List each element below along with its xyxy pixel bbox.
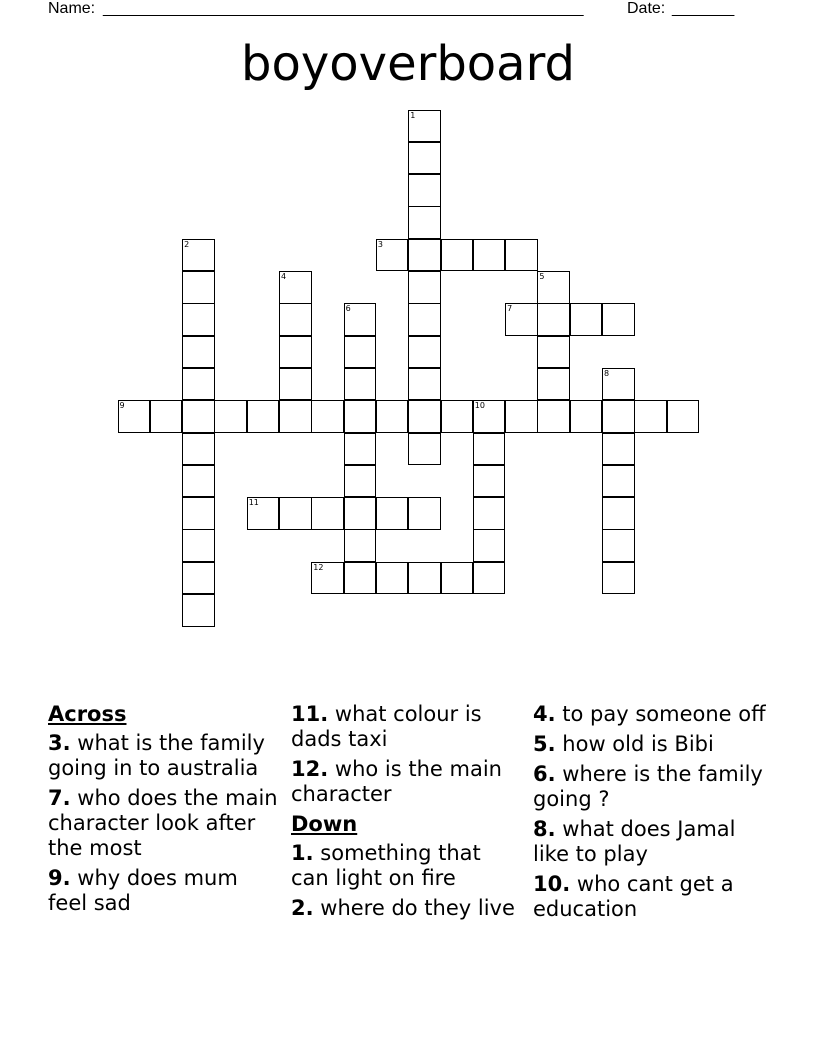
grid-cell[interactable] — [344, 303, 377, 336]
clue-text: where is the family going ? — [533, 762, 763, 811]
cell-number: 11 — [248, 498, 259, 508]
grid-cell[interactable] — [408, 433, 441, 466]
grid-cell[interactable] — [408, 206, 441, 239]
grid-cell[interactable] — [602, 433, 635, 466]
clue-across-3 — [48, 731, 280, 781]
grid-cell[interactable] — [537, 303, 570, 336]
down-heading: Down — [291, 812, 358, 836]
grid-cell[interactable] — [441, 239, 474, 272]
grid-cell[interactable] — [441, 400, 474, 433]
grid-cell[interactable] — [247, 400, 280, 433]
clue-number: 4. — [533, 702, 556, 726]
grid-cell[interactable] — [537, 400, 570, 433]
cell-number: 1 — [410, 110, 416, 120]
grid-cell[interactable] — [376, 562, 409, 595]
grid-cell[interactable] — [408, 271, 441, 304]
grid-cell[interactable] — [408, 303, 441, 336]
grid-cell[interactable] — [408, 174, 441, 207]
clue-text: who does the main character look after the most — [48, 786, 278, 860]
grid-cell[interactable] — [247, 497, 280, 530]
grid-cell[interactable] — [182, 433, 215, 466]
grid-cell[interactable] — [311, 497, 344, 530]
clue-number: 11. — [291, 702, 329, 726]
grid-cell[interactable] — [473, 465, 506, 498]
clue-down-10 — [533, 872, 773, 922]
clue-text: who cant get a education — [533, 872, 734, 921]
grid-cell[interactable] — [473, 400, 506, 433]
clue-number: 12. — [291, 757, 329, 781]
grid-cell[interactable] — [505, 400, 538, 433]
clue-text: what is the family going in to australia — [48, 731, 265, 780]
grid-cell[interactable] — [182, 271, 215, 304]
cell-number: 2 — [184, 239, 190, 249]
cell-number: 9 — [119, 401, 125, 411]
clues-column-3 — [533, 702, 773, 927]
grid-cell[interactable] — [311, 400, 344, 433]
grid-cell[interactable] — [182, 497, 215, 530]
grid-cell[interactable] — [408, 562, 441, 595]
grid-cell[interactable] — [408, 400, 441, 433]
cell-number: 7 — [507, 304, 513, 314]
grid-cell[interactable] — [602, 400, 635, 433]
grid-cell[interactable] — [214, 400, 247, 433]
grid-cell[interactable] — [279, 271, 312, 304]
grid-cell[interactable] — [408, 142, 441, 175]
grid-cell[interactable] — [537, 271, 570, 304]
grid-cell[interactable] — [634, 400, 667, 433]
grid-cell[interactable] — [667, 400, 700, 433]
clue-across-7 — [48, 786, 280, 861]
grid-cell[interactable] — [408, 368, 441, 401]
clue-down-1 — [291, 841, 523, 891]
grid-cell[interactable] — [279, 336, 312, 369]
grid-cell[interactable] — [376, 497, 409, 530]
grid-cell[interactable] — [602, 562, 635, 595]
grid-cell[interactable] — [182, 239, 215, 272]
grid-cell[interactable] — [150, 400, 183, 433]
grid-cell[interactable] — [408, 110, 441, 143]
grid-cell[interactable] — [344, 529, 377, 562]
grid-cell[interactable] — [537, 368, 570, 401]
clue-number: 10. — [533, 872, 571, 896]
grid-cell[interactable] — [182, 594, 215, 627]
clue-down-8 — [533, 817, 773, 867]
clues-column-2 — [291, 702, 523, 926]
clue-number: 2. — [291, 896, 314, 920]
clue-down-2 — [291, 896, 523, 921]
cell-number: 8 — [604, 368, 610, 378]
grid-cell[interactable] — [344, 562, 377, 595]
across-heading: Across — [48, 702, 127, 726]
clue-number: 1. — [291, 841, 314, 865]
grid-cell[interactable] — [182, 465, 215, 498]
grid-cell[interactable] — [344, 336, 377, 369]
grid-cell[interactable] — [602, 368, 635, 401]
grid-cell[interactable] — [602, 465, 635, 498]
grid-cell[interactable] — [408, 239, 441, 272]
grid-cell[interactable] — [182, 368, 215, 401]
clue-text: what colour is dads taxi — [291, 702, 482, 751]
grid-cell[interactable] — [441, 562, 474, 595]
grid-cell[interactable] — [570, 303, 603, 336]
clue-across-9 — [48, 866, 280, 916]
grid-cell[interactable] — [118, 400, 151, 433]
clue-text: how old is Bibi — [562, 732, 714, 756]
clues-column-1 — [48, 702, 280, 921]
grid-cell[interactable] — [344, 433, 377, 466]
clue-number: 8. — [533, 817, 556, 841]
grid-cell[interactable] — [279, 497, 312, 530]
grid-cell[interactable] — [473, 529, 506, 562]
grid-cell[interactable] — [505, 303, 538, 336]
grid-cell[interactable] — [376, 400, 409, 433]
grid-cell[interactable] — [505, 239, 538, 272]
cell-number: 3 — [377, 239, 383, 249]
grid-cell[interactable] — [602, 497, 635, 530]
grid-cell[interactable] — [182, 529, 215, 562]
clue-text: why does mum feel sad — [48, 866, 238, 915]
grid-cell[interactable] — [344, 497, 377, 530]
cell-number: 10 — [474, 401, 485, 411]
cell-number: 5 — [539, 272, 545, 281]
name-label: Name: — [48, 0, 96, 17]
grid-cell[interactable] — [473, 239, 506, 272]
grid-cell[interactable] — [602, 303, 635, 336]
clue-text: who is the main character — [291, 757, 502, 806]
clue-number: 3. — [48, 731, 71, 755]
grid-cell[interactable] — [344, 368, 377, 401]
grid-cell[interactable] — [344, 400, 377, 433]
cell-number: 12 — [313, 562, 324, 572]
grid-cell[interactable] — [182, 303, 215, 336]
cell-number: 6 — [345, 304, 351, 314]
grid-cell[interactable] — [279, 368, 312, 401]
clue-text: to pay someone off — [562, 702, 766, 726]
grid-cell[interactable] — [537, 336, 570, 369]
grid-cell[interactable] — [473, 562, 506, 595]
clue-text: where do they live — [320, 896, 515, 920]
grid-cell[interactable] — [408, 336, 441, 369]
grid-cell[interactable] — [182, 400, 215, 433]
cell-number: 4 — [281, 272, 287, 281]
grid-cell[interactable] — [182, 336, 215, 369]
grid-cell[interactable] — [570, 400, 603, 433]
clue-across-11 — [291, 702, 523, 752]
grid-cell[interactable] — [473, 433, 506, 466]
grid-cell[interactable] — [279, 400, 312, 433]
clue-down-6 — [533, 762, 773, 812]
clue-number: 6. — [533, 762, 556, 786]
clue-text: what does Jamal like to play — [533, 817, 736, 866]
grid-cell[interactable] — [602, 529, 635, 562]
date-field-line[interactable]: _______ — [672, 0, 735, 17]
date-label: Date: — [627, 0, 666, 17]
grid-cell[interactable] — [311, 562, 344, 595]
clue-across-12 — [291, 757, 523, 807]
clue-down-4 — [533, 702, 773, 727]
puzzle-title: boyoverboard — [241, 36, 575, 92]
grid-cell[interactable] — [473, 497, 506, 530]
clue-number: 5. — [533, 732, 556, 756]
clue-number: 9. — [48, 866, 71, 890]
clue-down-5 — [533, 732, 773, 757]
clue-number: 7. — [48, 786, 71, 810]
grid-cell[interactable] — [279, 303, 312, 336]
clue-text: something that can light on fire — [291, 841, 481, 890]
name-field-line[interactable]: ______________________________________________________ — [103, 0, 584, 17]
grid-cell[interactable] — [344, 465, 377, 498]
grid-cell[interactable] — [182, 562, 215, 595]
grid-cell[interactable] — [376, 239, 409, 272]
grid-cell[interactable] — [408, 497, 441, 530]
